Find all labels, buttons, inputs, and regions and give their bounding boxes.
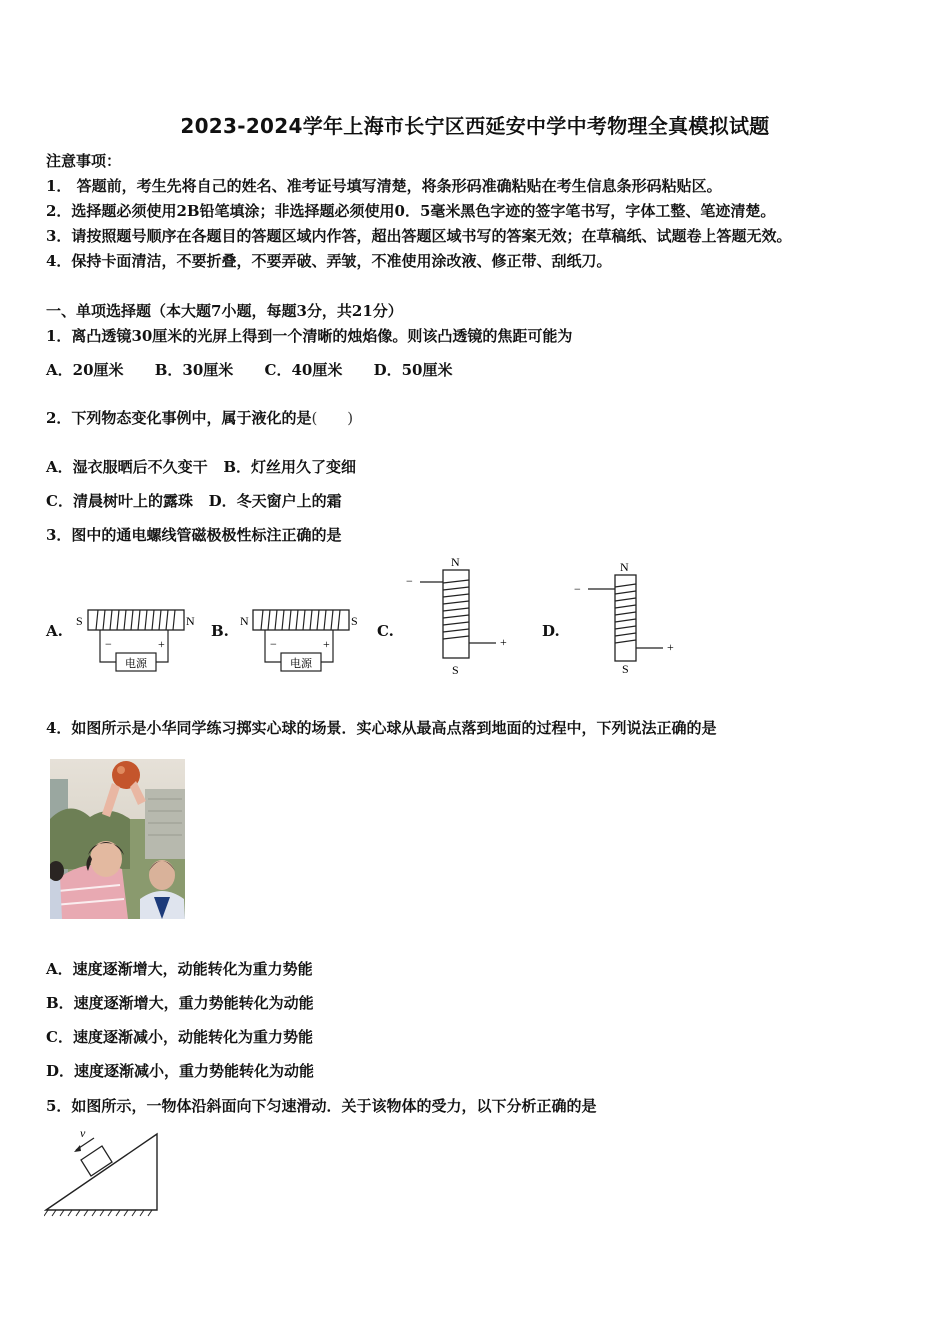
question-1-options (46, 361, 479, 379)
q3-label-d: D. (542, 622, 560, 640)
question-4-stem: 4．如图所示是小华同学练习掷实心球的场景．实心球从最高点落到地面的过程中，下列说法正确的是 (46, 719, 717, 737)
q4-option-a: A．速度逐渐增大，动能转化为重力势能 (46, 960, 313, 978)
q2-option-a: A．湿衣服晒后不久变干 (46, 458, 208, 476)
c-bottom-pole: S (452, 663, 459, 677)
question-3-stem: 3．图中的通电螺线管磁极极性标注正确的是 (46, 526, 342, 544)
question-2-stem (46, 409, 353, 427)
q2-option-c: C．清晨树叶上的露珠 (46, 492, 193, 510)
q3-label-c: C. (377, 622, 394, 640)
c-minus-sign: − (406, 574, 413, 588)
question-2-row-1 (46, 458, 356, 476)
b-right-pole: S (351, 614, 358, 628)
notice-item-1: 1． 答题前，考生先将自己的姓名、准考证号填写清楚，将条形码准确粘贴在考生信息条形码粘贴区。 (46, 177, 722, 195)
q3-label-b: B. (211, 622, 229, 640)
solenoid-diagram-a (72, 600, 202, 678)
notice-item-4: 4．保持卡面清洁，不要折叠，不要弄破、弄皱，不准使用涂改液、修正带、刮纸刀。 (46, 252, 612, 270)
q4-option-c: C．速度逐渐减小，动能转化为重力势能 (46, 1028, 313, 1046)
a-minus-sign: − (105, 637, 112, 651)
q1-option-c: C．40厘米 (264, 361, 343, 379)
q1-option-d: D．50厘米 (373, 361, 453, 379)
b-power-label: 电源 (290, 658, 312, 670)
q2-stem-text: 2．下列物态变化事例中，属于液化的是 (46, 409, 312, 427)
b-minus-sign: − (270, 637, 277, 651)
page-title: 2023-2024学年上海市长宁区西延安中学中考物理全真模拟试题 (180, 114, 770, 138)
velocity-label: v (80, 1126, 86, 1140)
d-minus-sign: − (574, 582, 581, 596)
c-top-pole: N (451, 555, 460, 569)
c-plus-sign: + (500, 635, 507, 649)
a-power-label: 电源 (125, 658, 147, 670)
b-left-pole: N (240, 614, 249, 628)
question-5-stem: 5．如图所示，一物体沿斜面向下匀速滑动．关于该物体的受力，以下分析正确的是 (46, 1097, 597, 1115)
a-right-pole: N (186, 614, 195, 628)
notice-item-3: 3．请按照题号顺序在各题目的答题区域内作答，超出答题区域书写的答案无效；在草稿纸、试题卷上答题无效。 (46, 227, 792, 245)
q2-option-d: D．冬天窗户上的霜 (208, 492, 342, 510)
shot-put-photo (50, 759, 185, 919)
q1-option-a: A．20厘米 (46, 361, 124, 379)
solenoid-diagram-d (568, 556, 688, 681)
notice-heading: 注意事项： (46, 152, 122, 170)
section-heading: 一、单项选择题（本大题7小题，每题3分，共21分） (46, 302, 403, 320)
q3-label-a: A. (46, 622, 63, 640)
q4-option-b: B．速度逐渐增大，重力势能转化为动能 (46, 994, 314, 1012)
q1-option-b: B．30厘米 (154, 361, 234, 379)
q4-option-d: D．速度逐渐减小，重力势能转化为动能 (46, 1062, 315, 1080)
solenoid-diagram-b (237, 600, 367, 678)
a-left-pole: S (76, 614, 83, 628)
a-plus-sign: + (158, 637, 165, 651)
question-1-stem: 1．离凸透镜30厘米的光屏上得到一个清晰的烛焰像。则该凸透镜的焦距可能为 (46, 327, 573, 345)
d-bottom-pole: S (622, 662, 629, 676)
d-plus-sign: + (667, 640, 674, 654)
question-2-row-2 (46, 492, 342, 510)
d-top-pole: N (620, 560, 629, 574)
incline-diagram (44, 1124, 162, 1218)
b-plus-sign: + (323, 637, 330, 651)
q2-option-b: B．灯丝用久了变细 (223, 458, 356, 476)
solenoid-diagram-c (400, 553, 520, 678)
q2-answer-bracket: ( ) (311, 409, 354, 427)
notice-item-2: 2．选择题必须使用2B铅笔填涂；非选择题必须使用0．5毫米黑色字迹的签字笔书写，字体工整、笔迹清楚。 (46, 202, 776, 220)
